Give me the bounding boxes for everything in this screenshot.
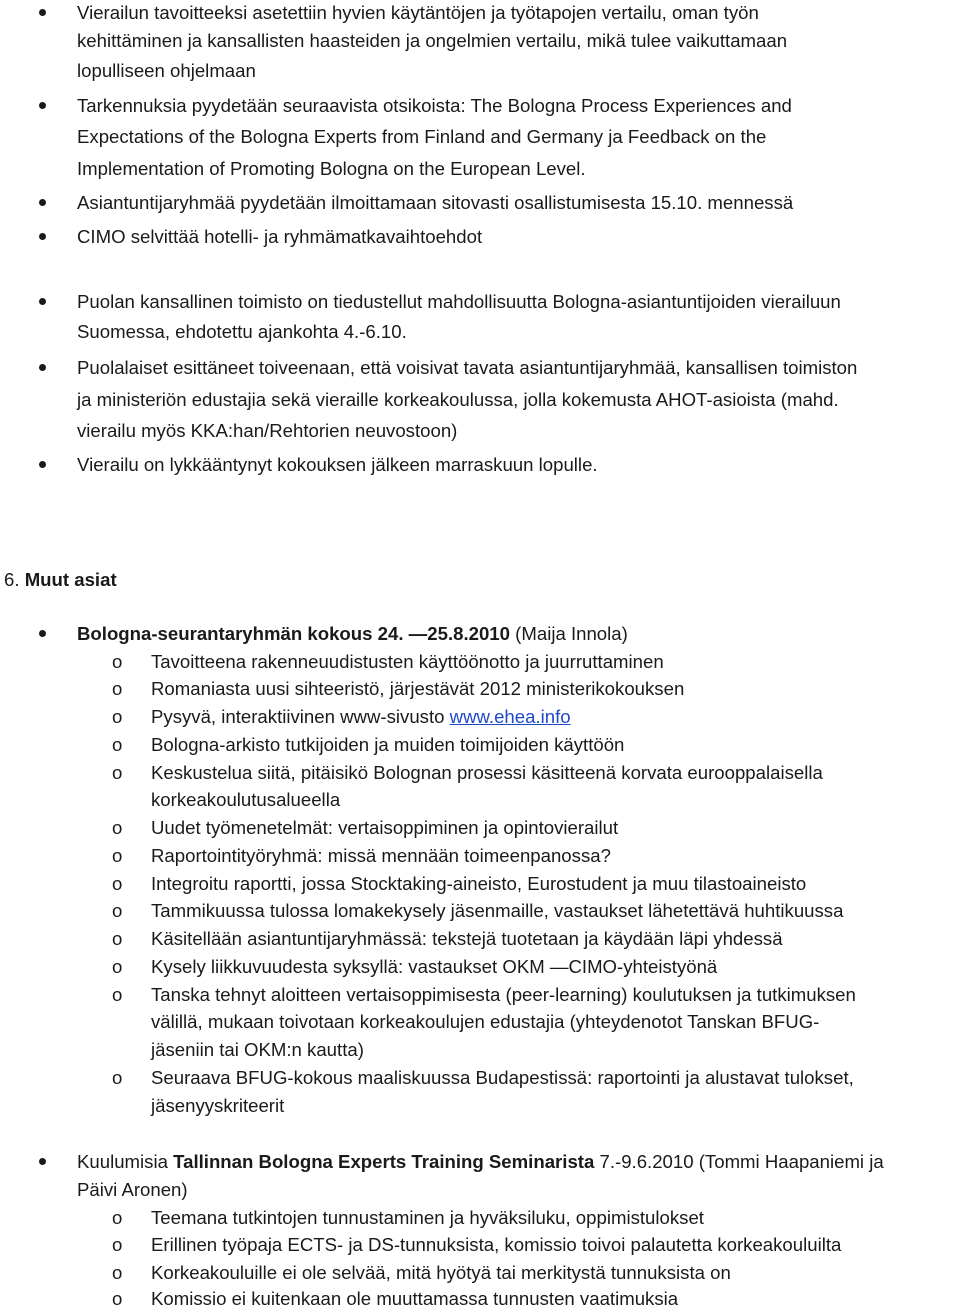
web-item-text: Pysyvä, interaktiivinen www-sivusto [151,706,450,727]
text-line: Uudet työmenetelmät: vertaisoppiminen ja opintovierailut [151,817,619,838]
bullet-dot [39,630,46,637]
sub-bullet: o [112,1262,123,1283]
web-item [151,705,571,729]
text-line: Bologna-arkisto tutkijoiden ja muiden toimijoiden käyttöön [151,734,625,755]
text-line: Puolan kansallinen toimisto on tiedustellut mahdollisuutta Bologna-asiantuntijoiden vierailuun [77,291,841,312]
text-line: Expectations of the Bologna Experts from Finland and Germany ja Feedback on the [77,126,767,147]
text-line: Teemana tutkintojen tunnustaminen ja hyväksiluku, oppimistulokset [151,1207,704,1228]
text-line: Keskustelua siitä, pitäisikö Bolognan prosessi käsitteenä korvata eurooppalaisella [151,762,823,783]
sub-bullet: o [112,734,123,755]
bullet-dot [39,364,46,371]
text-line: Tammikuussa tulossa lomakekysely jäsenmaille, vastaukset lähetettävä huhtikuussa [151,900,844,921]
bullet-dot [39,298,46,305]
section-title: Muut asiat [24,569,117,590]
text-line: Erillinen työpaja ECTS- ja DS-tunnuksista, komissio toivoi palautetta korkeakouluilta [151,1234,842,1255]
sub-bullet: o [112,706,123,727]
sub-bullet: o [112,956,123,977]
bullet-dot [39,461,46,468]
bfug-heading-rest: (Maija Innola) [510,623,628,644]
sub-bullet: o [112,900,123,921]
sub-bullet: o [112,873,123,894]
section-heading [4,568,117,592]
bullet-dot [39,9,46,16]
text-line: Käsitellään asiantuntijaryhmässä: tekstejä tuotetaan ja käydään läpi yhdessä [151,928,783,949]
sub-bullet: o [112,1288,123,1309]
sub-bullet: o [112,762,123,783]
text-line: Tavoitteena rakenneuudistusten käyttöönotto ja juurruttaminen [151,651,664,672]
text-line: Seuraava BFUG-kokous maaliskuussa Budapestissä: raportointi ja alustavat tulokset, [151,1067,854,1088]
section-number: 6. [4,569,20,590]
text-line: Päivi Aronen) [77,1179,188,1200]
tallinn-pre: Kuulumisia [77,1151,174,1172]
tallinn-post: 7.-9.6.2010 (Tommi Haapaniemi ja [594,1151,884,1172]
ehea-link[interactable]: www.ehea.info [449,706,571,727]
text-line: Komissio ei kuitenkaan ole muuttamassa tunnusten vaatimuksia [151,1288,679,1309]
text-line: Raportointityöryhmä: missä mennään toimeenpanossa? [151,845,611,866]
sub-bullet: o [112,817,123,838]
text-line: lopulliseen ohjelmaan [77,60,256,81]
text-line: Vierailu on lykkääntynyt kokouksen jälkeen marraskuun lopulle. [77,454,598,475]
text-line: CIMO selvittää hotelli- ja ryhmämatkavaihtoehdot [77,226,483,247]
text-line: Puolalaiset esittäneet toiveenaan, että voisivat tavata asiantuntijaryhmää, kansallisen toimiston [77,357,858,378]
bullet-dot [39,1158,46,1165]
text-line: Korkeakouluille ei ole selvää, mitä hyötyä tai merkitystä tunnuksista on [151,1262,731,1283]
text-line: Asiantuntijaryhmää pyydetään ilmoittamaan sitovasti osallistumisesta 15.10. mennessä [77,192,794,213]
bullet-dot [39,199,46,206]
tallinn-heading [77,1150,884,1174]
bfug-heading-bold: Bologna-seurantaryhmän kokous 24. —25.8.2010 [77,623,510,644]
sub-bullet: o [112,845,123,866]
sub-bullet: o [112,1207,123,1228]
bullet-dot [39,233,46,240]
text-line: Tanska tehnyt aloitteen vertaisoppimisesta (peer-learning) koulutuksen ja tutkimuksen [151,984,856,1005]
bullet-dot [39,102,46,109]
text-line: korkeakoulutusalueella [151,789,341,810]
text-line: jäseniin tai OKM:n kautta) [151,1039,364,1060]
sub-bullet: o [112,678,123,699]
text-line: Suomessa, ehdotettu ajankohta 4.-6.10. [77,321,407,342]
sub-bullet: o [112,928,123,949]
text-line: Romaniasta uusi sihteeristö, järjestävät 2012 ministerikokouksen [151,678,685,699]
tallinn-bold: Tallinnan Bologna Experts Training Seminarista [173,1151,595,1172]
text-line: vierailu myös KKA:han/Rehtorien neuvostoon) [77,420,458,441]
text-line: jäsenyyskriteerit [151,1095,285,1116]
sub-bullet: o [112,1067,123,1088]
sub-bullet: o [112,1234,123,1255]
text-line: kehittäminen ja kansallisten haasteiden ja ongelmien vertailu, mikä tulee vaikuttamaan [77,30,788,51]
text-line: Implementation of Promoting Bologna on the European Level. [77,158,586,179]
text-line: ja ministeriön edustajia sekä vieraille korkeakoulussa, jolla kokemusta AHOT-asioista (mahd. [77,389,839,410]
sub-bullet: o [112,984,123,1005]
text-line: Kysely liikkuvuudesta syksyllä: vastaukset OKM —CIMO-yhteistyönä [151,956,718,977]
sub-bullet: o [112,651,123,672]
text-line: välillä, mukaan toivotaan korkeakoulujen edustajia (yhteydenotot Tanskan BFUG- [151,1011,820,1032]
text-line: Tarkennuksia pyydetään seuraavista otsikoista: The Bologna Process Experiences and [77,95,792,116]
bfug-heading [77,622,628,646]
text-line: Vierailun tavoitteeksi asetettiin hyvien käytäntöjen ja työtapojen vertailu, oman työn [77,2,759,23]
text-line: Integroitu raportti, jossa Stocktaking-aineisto, Eurostudent ja muu tilastoaineisto [151,873,807,894]
